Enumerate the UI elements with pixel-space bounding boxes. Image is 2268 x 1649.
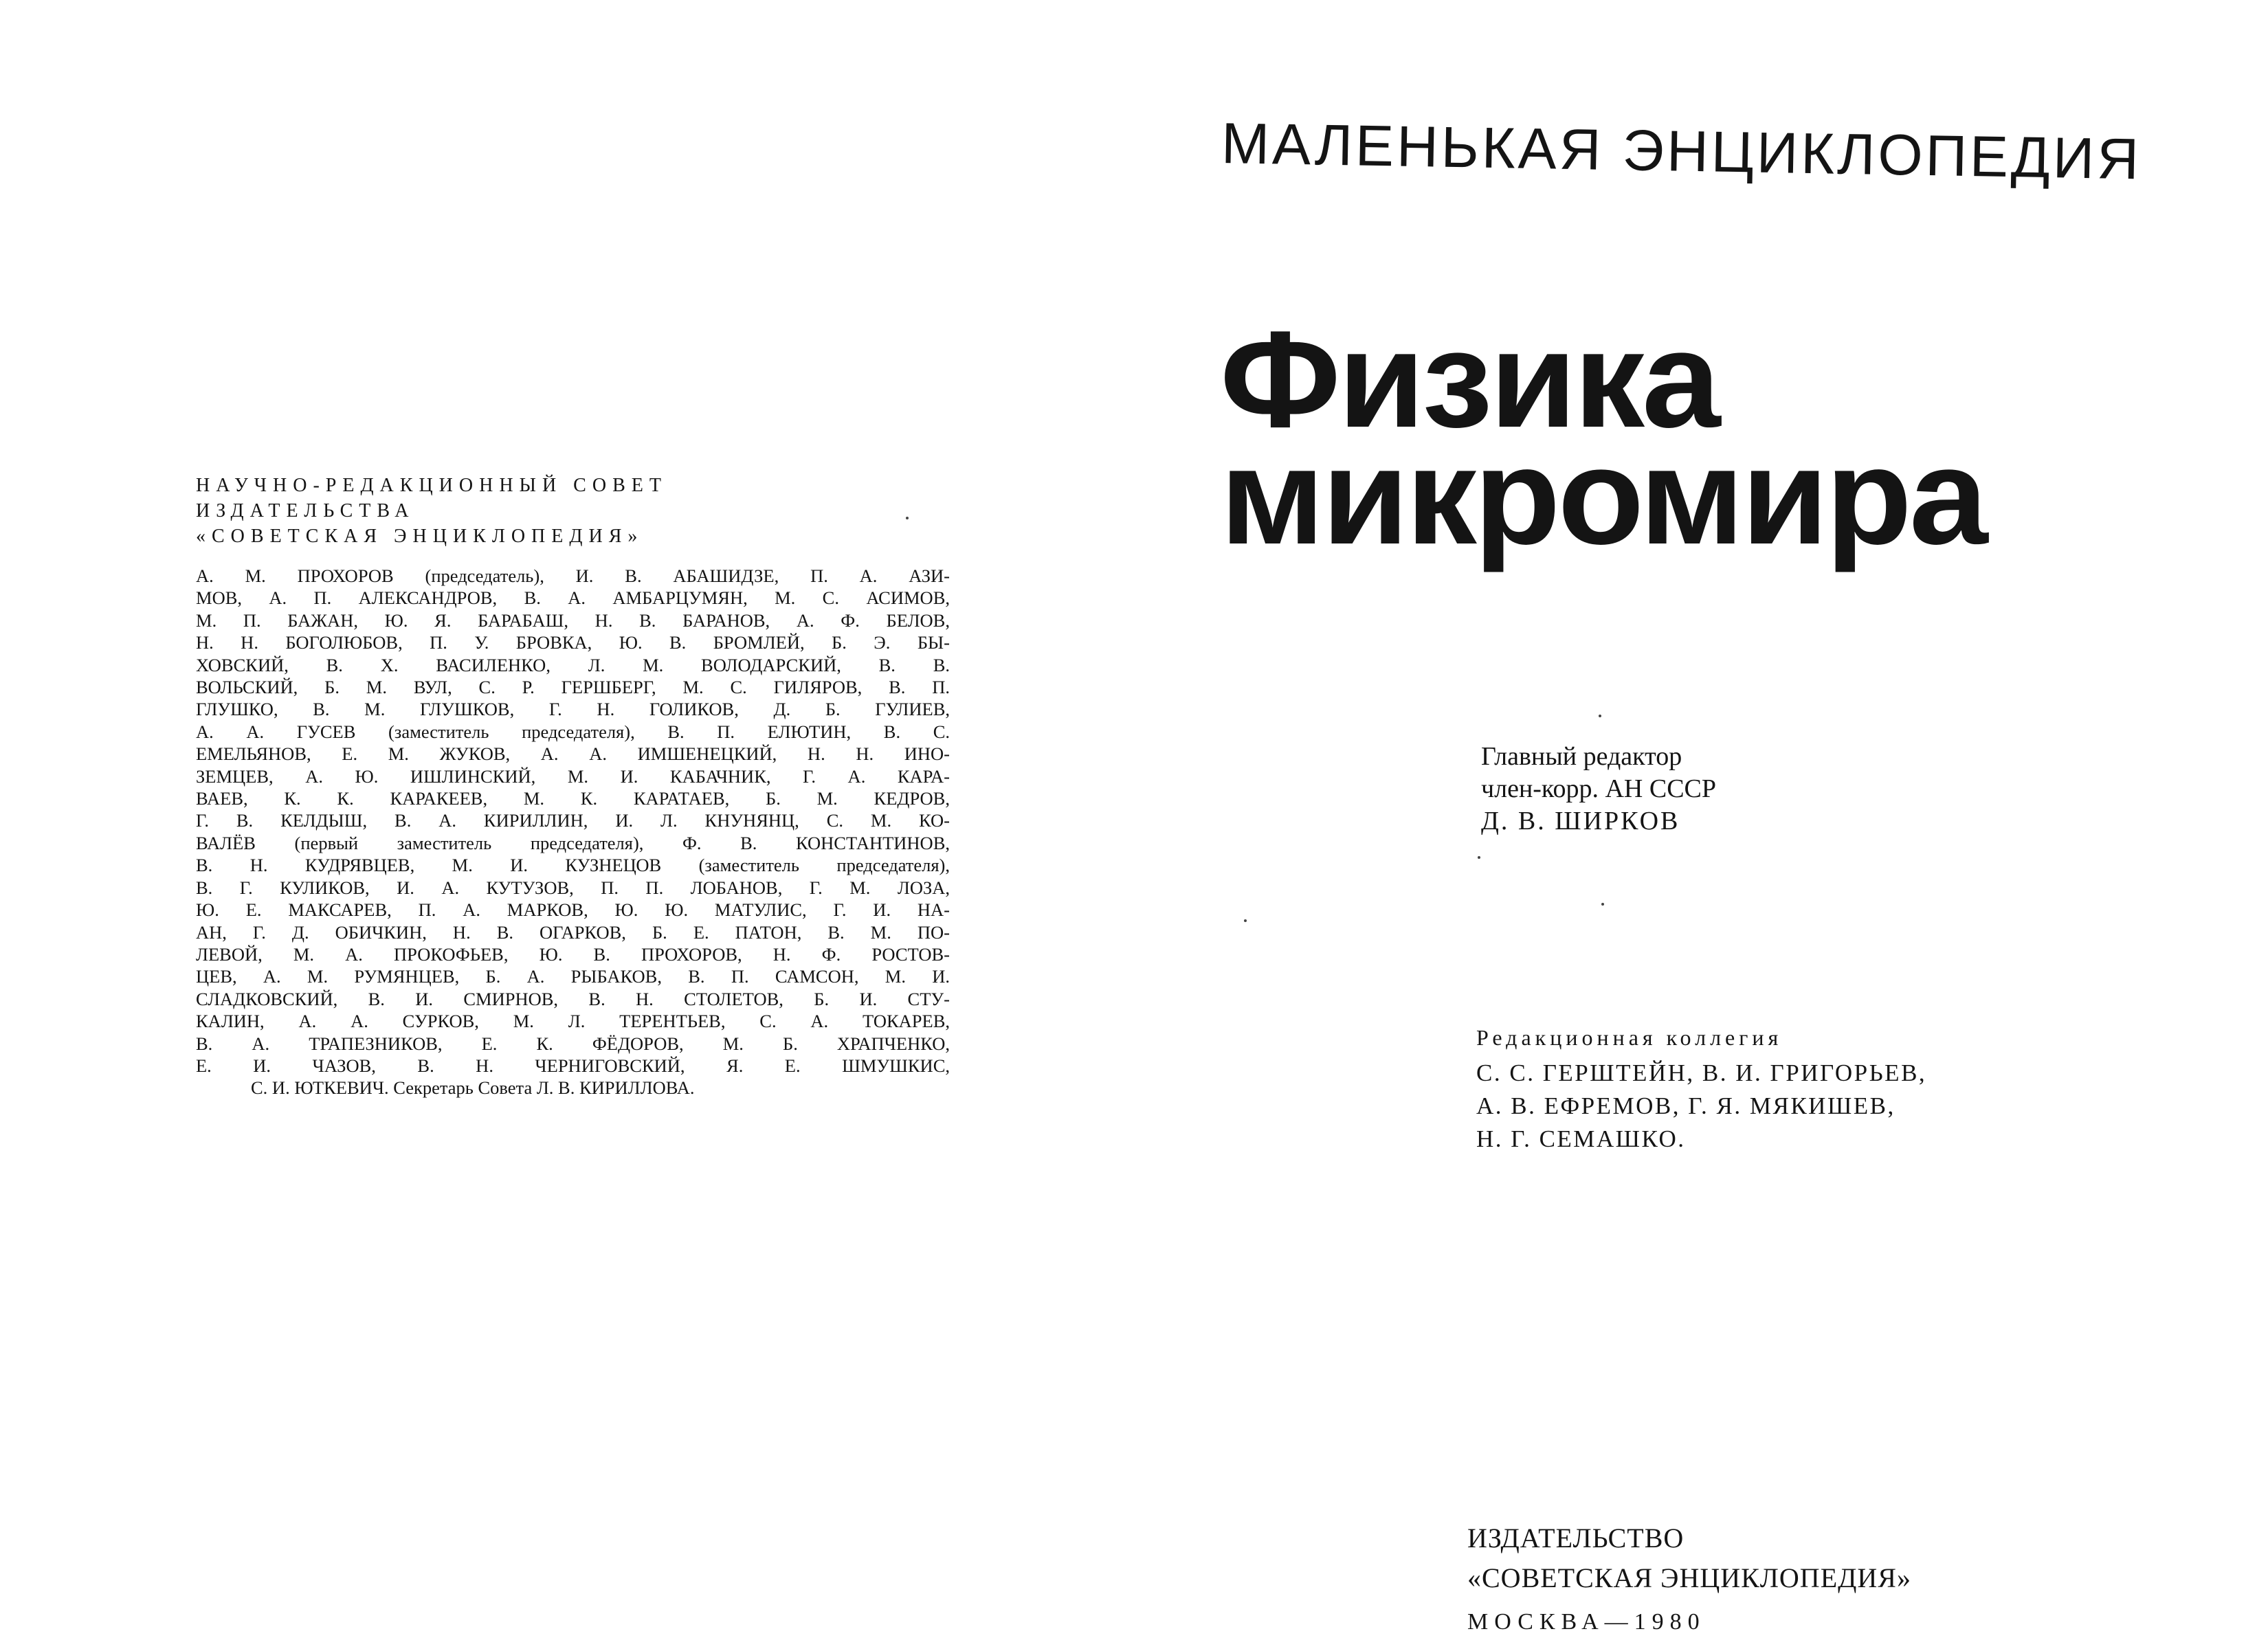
council-members-line: КАЛИН, А. А. СУРКОВ, М. Л. ТЕРЕНТЬЕВ, С. А. ТОКАРЕВ,: [196, 1011, 950, 1032]
council-heading: [196, 473, 952, 549]
editorial-board-line: А. В. ЕФРЕМОВ, Г. Я. МЯКИШЕВ,: [1476, 1092, 1895, 1119]
book-title-line: Физика: [1220, 303, 1718, 456]
council-members-line: АН, Г. Д. ОБИЧКИН, Н. В. ОГАРКОВ, Б. Е. ПАТОН, В. М. ПО-: [196, 921, 950, 943]
publisher-name-line: ИЗДАТЕЛЬСТВО: [1467, 1523, 1685, 1553]
council-members-line: Ю. Е. МАКСАРЕВ, П. А. МАРКОВ, Ю. Ю. МАТУЛИС, Г. И. НА-: [196, 899, 950, 921]
council-members-line: Е. И. ЧАЗОВ, В. Н. ЧЕРНИГОВСКИЙ, Я. Е. ШМУШКИС,: [196, 1055, 950, 1076]
print-speck: [1599, 715, 1601, 717]
book-title-line: микромира: [1220, 420, 1986, 573]
publisher-block: [1467, 1518, 2017, 1642]
editorial-board-line: Н. Г. СЕМАШКО.: [1476, 1125, 1686, 1152]
editorial-board-heading: Редакционная коллегия: [1476, 1025, 1783, 1050]
council-members-line: СЛАДКОВСКИЙ, В. И. СМИРНОВ, В. Н. СТОЛЕТОВ, Б. И. СТУ-: [196, 988, 950, 1009]
council-members-line: ГЛУШКО, В. М. ГЛУШКОВ, Г. Н. ГОЛИКОВ, Д. Б. ГУЛИЕВ,: [196, 699, 950, 720]
council-heading-line: «СОВЕТСКАЯ ЭНЦИКЛОПЕДИЯ»: [196, 526, 644, 547]
council-members-line: ЦЕВ, А. М. РУМЯНЦЕВ, Б. А. РЫБАКОВ, В. П. САМСОН, М. И.: [196, 966, 950, 987]
chief-editor-block: [1481, 741, 1962, 838]
council-members-line: ВОЛЬСКИЙ, Б. М. ВУЛ, С. Р. ГЕРШБЕРГ, М. С. ГИЛЯРОВ, В. П.: [196, 677, 950, 698]
council-heading-line: НАУЧНО-РЕДАКЦИОННЫЙ СОВЕТ: [196, 475, 667, 496]
publisher-name-line: «СОВЕТСКАЯ ЭНЦИКЛОПЕДИЯ»: [1467, 1562, 1911, 1593]
editor-name: Д. В. ШИРКОВ: [1481, 807, 1680, 835]
council-members-line: Н. Н. БОГОЛЮБОВ, П. У. БРОВКА, Ю. В. БРОМЛЕЙ, Б. Э. БЫ-: [196, 632, 950, 653]
council-members-line: ЕМЕЛЬЯНОВ, Е. М. ЖУКОВ, А. А. ИМШЕНЕЦКИЙ, Н. Н. ИНО-: [196, 743, 950, 765]
print-speck: [1244, 919, 1247, 922]
right-page: [1134, 0, 2268, 1649]
council-heading-line: ИЗДАТЕЛЬСТВА: [196, 500, 415, 521]
council-members-line: ХОВСКИЙ, В. Х. ВАСИЛЕНКО, Л. М. ВОЛОДАРСКИЙ, В. В.: [196, 654, 950, 675]
council-members-line: ЗЕМЦЕВ, А. Ю. ИШЛИНСКИЙ, М. И. КАБАЧНИК, Г. А. КАРА-: [196, 765, 950, 787]
council-members-line: ВАЛЁВ (первый заместитель председателя), Ф. В. КОНСТАНТИНОВ,: [196, 832, 950, 853]
council-members-line: В. Г. КУЛИКОВ, И. А. КУТУЗОВ, П. П. ЛОБАНОВ, Г. М. ЛОЗА,: [196, 877, 950, 898]
series-title: МАЛЕНЬКАЯ ЭНЦИКЛОПЕДИЯ: [1221, 110, 2142, 192]
council-members-line: МОВ, А. П. АЛЕКСАНДРОВ, В. А. АМБАРЦУМЯН, М. С. АСИМОВ,: [196, 587, 950, 609]
book-title: [1220, 303, 2211, 573]
council-members-line: ВАЕВ, К. К. КАРАКЕЕВ, М. К. КАРАТАЕВ, Б. М. КЕДРОВ,: [196, 788, 950, 809]
council-members-line: ЛЕВОЙ, М. А. ПРОКОФЬЕВ, Ю. В. ПРОХОРОВ, Н. Ф. РОСТОВ-: [196, 943, 950, 965]
council-members-line: А. А. ГУСЕВ (заместитель председателя), В. П. ЕЛЮТИН, В. С.: [196, 721, 950, 742]
editor-role: Главный редактор: [1481, 742, 1682, 771]
editorial-board-block: [1476, 1021, 2026, 1156]
editorial-board-line: С. С. ГЕРШТЕЙН, В. И. ГРИГОРЬЕВ,: [1476, 1059, 1927, 1086]
print-speck: [1478, 856, 1480, 859]
editor-rank: член-корр. АН СССР: [1481, 774, 1717, 803]
council-members-line: А. М. ПРОХОРОВ (председатель), И. В. АБАШИДЗЕ, П. А. АЗИ-: [196, 565, 950, 586]
publisher-city-year: МОСКВА—1980: [1467, 1609, 1706, 1635]
print-speck: [906, 517, 909, 519]
council-members-line: В. Н. КУДРЯВЦЕВ, М. И. КУЗНЕЦОВ (заместитель председателя),: [196, 855, 950, 876]
council-members-line: Г. В. КЕЛДЫШ, В. А. КИРИЛЛИН, И. Л. КНУНЯНЦ, С. М. КО-: [196, 810, 950, 831]
council-members-list: [196, 565, 950, 1099]
print-speck: [1601, 903, 1604, 906]
council-members-line: С. И. ЮТКЕВИЧ. Секретарь Совета Л. В. КИРИЛЛОВА.: [251, 1077, 695, 1099]
council-members-line: В. А. ТРАПЕЗНИКОВ, Е. К. ФЁДОРОВ, М. Б. ХРАПЧЕНКО,: [196, 1033, 950, 1054]
council-members-line: М. П. БАЖАН, Ю. Я. БАРАБАШ, Н. В. БАРАНОВ, А. Ф. БЕЛОВ,: [196, 609, 950, 631]
